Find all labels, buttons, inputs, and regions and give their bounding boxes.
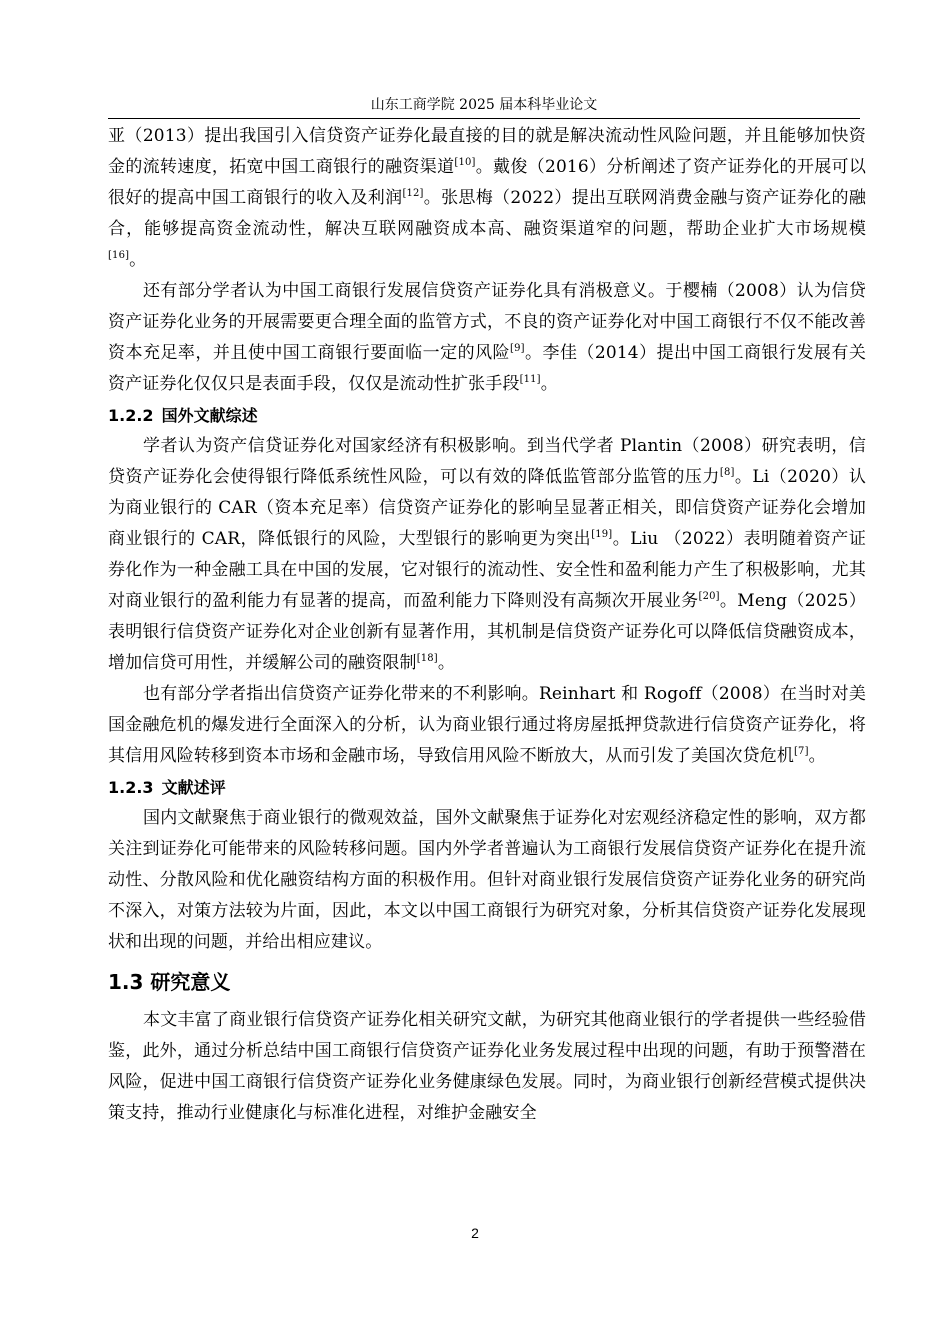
citation-ref: [16]: [108, 250, 130, 261]
paragraph-foreign-negative: [108, 679, 866, 772]
heading-number: 1.2.2: [108, 406, 154, 425]
paragraph-research-significance: 本文丰富了商业银行信贷资产证券化相关研究文献，为研究其他商业银行的学者提供一些经验借鉴，此外，通过分析总结中国工商银行信贷资产证券化业务发展过程中出现的问题，有助于预警潜在风险，促进中国工商银行信贷资产证券化业务健康绿色发展。同时，为商业银行创新经营模式提供决策支持，推动行业健康化与标准化进程，对维护金融安全: [108, 1010, 866, 1123]
text-run: 学者认为资产信贷证券化对国家经济有积极影响。到当代学者 Plantin（2008）研究表明，信贷资产证券化会使得银行降低系统性风险，可以有效的降低监管部分监管的压力: [108, 436, 866, 487]
paragraph-domestic-negative: [108, 276, 866, 400]
heading-number: 1.2.3: [108, 778, 154, 797]
citation-ref: [11]: [519, 374, 541, 385]
text-run: 。李佳（2014）提出中国工商银行发展有关资产证券化仅仅只是表面手段，仅仅是流动性扩张手段: [108, 343, 866, 394]
heading-1-3: 1.3 研究意义: [108, 970, 231, 994]
citation-ref: [19]: [591, 529, 613, 540]
citation-ref: [10]: [454, 157, 476, 168]
running-header: 山东工商学院 2025 届本科毕业论文: [108, 92, 860, 119]
heading-1-2-3: [108, 772, 866, 803]
text-run: 。: [437, 653, 455, 673]
citation-ref: [18]: [416, 653, 438, 664]
text-run: 。: [540, 374, 558, 394]
paragraph-foreign-positive: [108, 431, 866, 679]
heading-text: 文献述评: [161, 778, 226, 797]
text-run: 也有部分学者指出信贷资产证券化带来的不利影响。Reinhart 和 Rogoff（2008）在当时对美国金融危机的爆发进行全面深入的分析，认为商业银行通过将房屋抵押贷款进行信贷资产证券化，将其信用风险转移到资本市场和金融市场，导致信用风险不断放大，从而引发了美国次贷危机: [108, 684, 866, 766]
text-run: 。戴俊（2016）分析阐述了资产证券化的开展可以很好的提高中国工商银行的收入及利润: [108, 157, 866, 208]
heading-1-2-2: [108, 400, 866, 431]
citation-ref: [8]: [719, 467, 735, 478]
paragraph-literature-review: 国内文献聚焦于商业银行的微观效益，国外文献聚焦于证券化对宏观经济稳定性的影响，双方都关注到证券化可能带来的风险转移问题。国内外学者普遍认为工商银行发展信贷资产证券化在提升流动性、分散风险和优化融资结构方面的积极作用。但针对商业银行发展信贷资产证券化业务的研究尚不深入，对策方法较为片面，因此，本文以中国工商银行为研究对象，分析其信贷资产证券化发展现状和出现的问题，并给出相应建议。: [108, 808, 866, 952]
text-run: 。Liu （2022）表明随着资产证券化作为一种金融工具在中国的发展，它对银行的流动性、安全性和盈利能力产生了积极影响，尤其对商业银行的盈利能力有显著的提高，而盈利能力下降则没有高频次开展业务: [108, 529, 866, 611]
citation-ref: [20]: [698, 591, 720, 602]
text-run: 。: [808, 746, 826, 766]
page-body: [108, 121, 866, 1129]
heading-text: 国外文献综述: [161, 406, 258, 425]
text-run: 。Li（2020）认为商业银行的 CAR（资本充足率）信贷资产证券化的影响呈显著正相关，即信贷资产证券化会增加商业银行的 CAR，降低银行的风险，大型银行的影响更为突出: [108, 467, 866, 549]
citation-ref: [9]: [510, 343, 525, 354]
text-run: 。张思梅（2022）提出互联网消费金融与资产证券化的融合，能够提高资金流动性，解决互联网融资成本高、融资渠道窄的问题，帮助企业扩大市场规模: [108, 188, 866, 239]
text-run: 亚（2013）提出我国引入信贷资产证券化最直接的目的就是解决流动性风险问题，并且能够加快资金的流转速度，拓宽中国工商银行的融资渠道: [108, 126, 866, 177]
text-run: 还有部分学者认为中国工商银行发展信贷资产证券化具有消极意义。于樱楠（2008）认为信贷资产证券化业务的开展需要更合理全面的监管方式，不良的资产证券化对中国工商银行不仅不能改善资本充足率，并且使中国工商银行要面临一定的风险: [108, 281, 866, 363]
citation-ref: [7]: [794, 746, 809, 757]
page-number: 2: [471, 1225, 479, 1241]
paragraph-domestic-positive-cont: [108, 121, 866, 276]
text-run: 。: [129, 250, 147, 270]
text-run: 。Meng（2025）表明银行信贷资产证券化对企业创新有显著作用，其机制是信贷资产证券化可以降低信贷融资成本，增加信贷可用性，并缓解公司的融资限制: [108, 591, 866, 673]
citation-ref: [12]: [402, 188, 424, 199]
